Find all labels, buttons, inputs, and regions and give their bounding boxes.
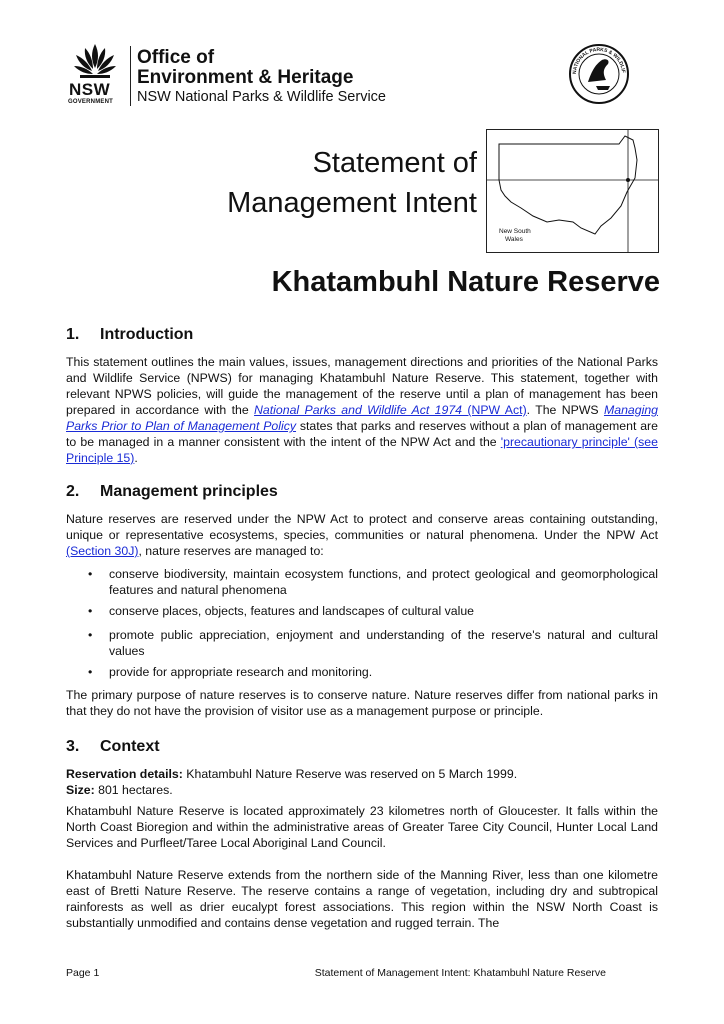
office-name-line2: Environment & Heritage xyxy=(137,67,354,88)
reserve-size: Size: 801 hectares. xyxy=(66,783,173,797)
reservation-details: Reservation details: Khatambuhl Nature Reserve was reserved on 5 March 1999. xyxy=(66,767,518,781)
section-heading-context: 3. Context xyxy=(66,738,160,755)
section-heading-introduction: 1. Introduction xyxy=(66,326,194,343)
list-item: • conserve biodiversity, maintain ecosystem functions, and protect geological and geomorphological features and natural phenomena xyxy=(88,567,658,597)
principles-paragraph: Nature reserves are reserved under the NPW Act to protect and conserve areas containing outstanding, unique or representative ecosystems, species, communities or natural phenomena. Under the NPW Act (Section 30J), nature reserves are managed to: xyxy=(66,512,658,558)
office-name-line3: NSW National Parks & Wildlife Service xyxy=(137,89,386,105)
page-title: Khatambuhl Nature Reserve xyxy=(271,266,660,298)
list-item: • conserve places, objects, features and landscapes of cultural value xyxy=(88,604,475,618)
location-map xyxy=(486,129,659,253)
footer-doc-title: Statement of Management Intent: Khatambuhl Nature Reserve xyxy=(314,967,606,979)
npw-act-link[interactable]: National Parks and Wildlife Act 1974 (NPW Act) xyxy=(254,403,527,417)
principles-summary-paragraph: The primary purpose of nature reserves is to conserve nature. Nature reserves differ from national parks in that they do not have the provision of visitor use as a management purpose or principle. xyxy=(66,688,658,718)
nsw-government-label: GOVERNMENT xyxy=(68,99,114,105)
nsw-wordmark: NSW xyxy=(69,80,111,99)
section-heading-principles: 2. Management principles xyxy=(66,483,278,500)
nsw-government-logo xyxy=(66,42,128,108)
npws-seal-icon xyxy=(566,42,632,106)
doc-type-line2: Management Intent xyxy=(227,187,477,219)
introduction-paragraph: This statement outlines the main values, issues, management directions and priorities of the National Parks and Wildlife Service (NPWS) for managing Khatambuhl Nature Reserve. This statement, together with relevant NPWS policies, will guide the management of the reserve until a plan of management has been prepared in accordance with the National Parks and Wildlife Act 1974 (NPW Act). The NPWS Managing Parks Prior to Plan of Management Policy states that parks and reserves without a plan of management are to be managed in a manner consistent with the intent of the NPW Act and the 'precautionary principle' (see Principle 15). xyxy=(66,355,658,465)
managing-parks-policy-link[interactable]: Managing Parks Prior to Plan of Management Policy xyxy=(66,403,658,433)
header-divider xyxy=(130,46,131,106)
precautionary-principle-link[interactable]: 'precautionary principle' (see Principle 15) xyxy=(66,435,658,465)
section-30j-link[interactable]: (Section 30J) xyxy=(66,544,139,558)
waratah-icon xyxy=(72,42,118,80)
page-number: Page 1 xyxy=(66,967,100,979)
list-item: • provide for appropriate research and monitoring. xyxy=(88,665,373,679)
context-paragraph-location: Khatambuhl Nature Reserve is located approximately 23 kilometres north of Gloucester. It falls within the North Coast Bioregion and within the administrative areas of Greater Taree City Council, Hunter Local Land Services and Purfleet/Taree Local Aboriginal Land Council. xyxy=(66,804,658,850)
seal-lettering: NATIONAL PARKS & WILDLIF xyxy=(571,46,627,75)
office-name-line1: Office of xyxy=(137,47,215,68)
list-item: • promote public appreciation, enjoyment and understanding of the reserve's natural and cultural values xyxy=(88,628,658,658)
map-label: New South Wales xyxy=(499,228,531,243)
doc-type-line1: Statement of xyxy=(312,147,477,179)
context-paragraph-description: Khatambuhl Nature Reserve extends from the northern side of the Manning River, less than one kilometre east of Bretti Nature Reserve. The reserve contains a range of vegetation, including dry and subtropical rainforests as well as drier eucalypt forest associations. This region within the NSW North Coast is substantially unmodified and contains dense vegetation and rugged terrain. The xyxy=(66,868,658,930)
